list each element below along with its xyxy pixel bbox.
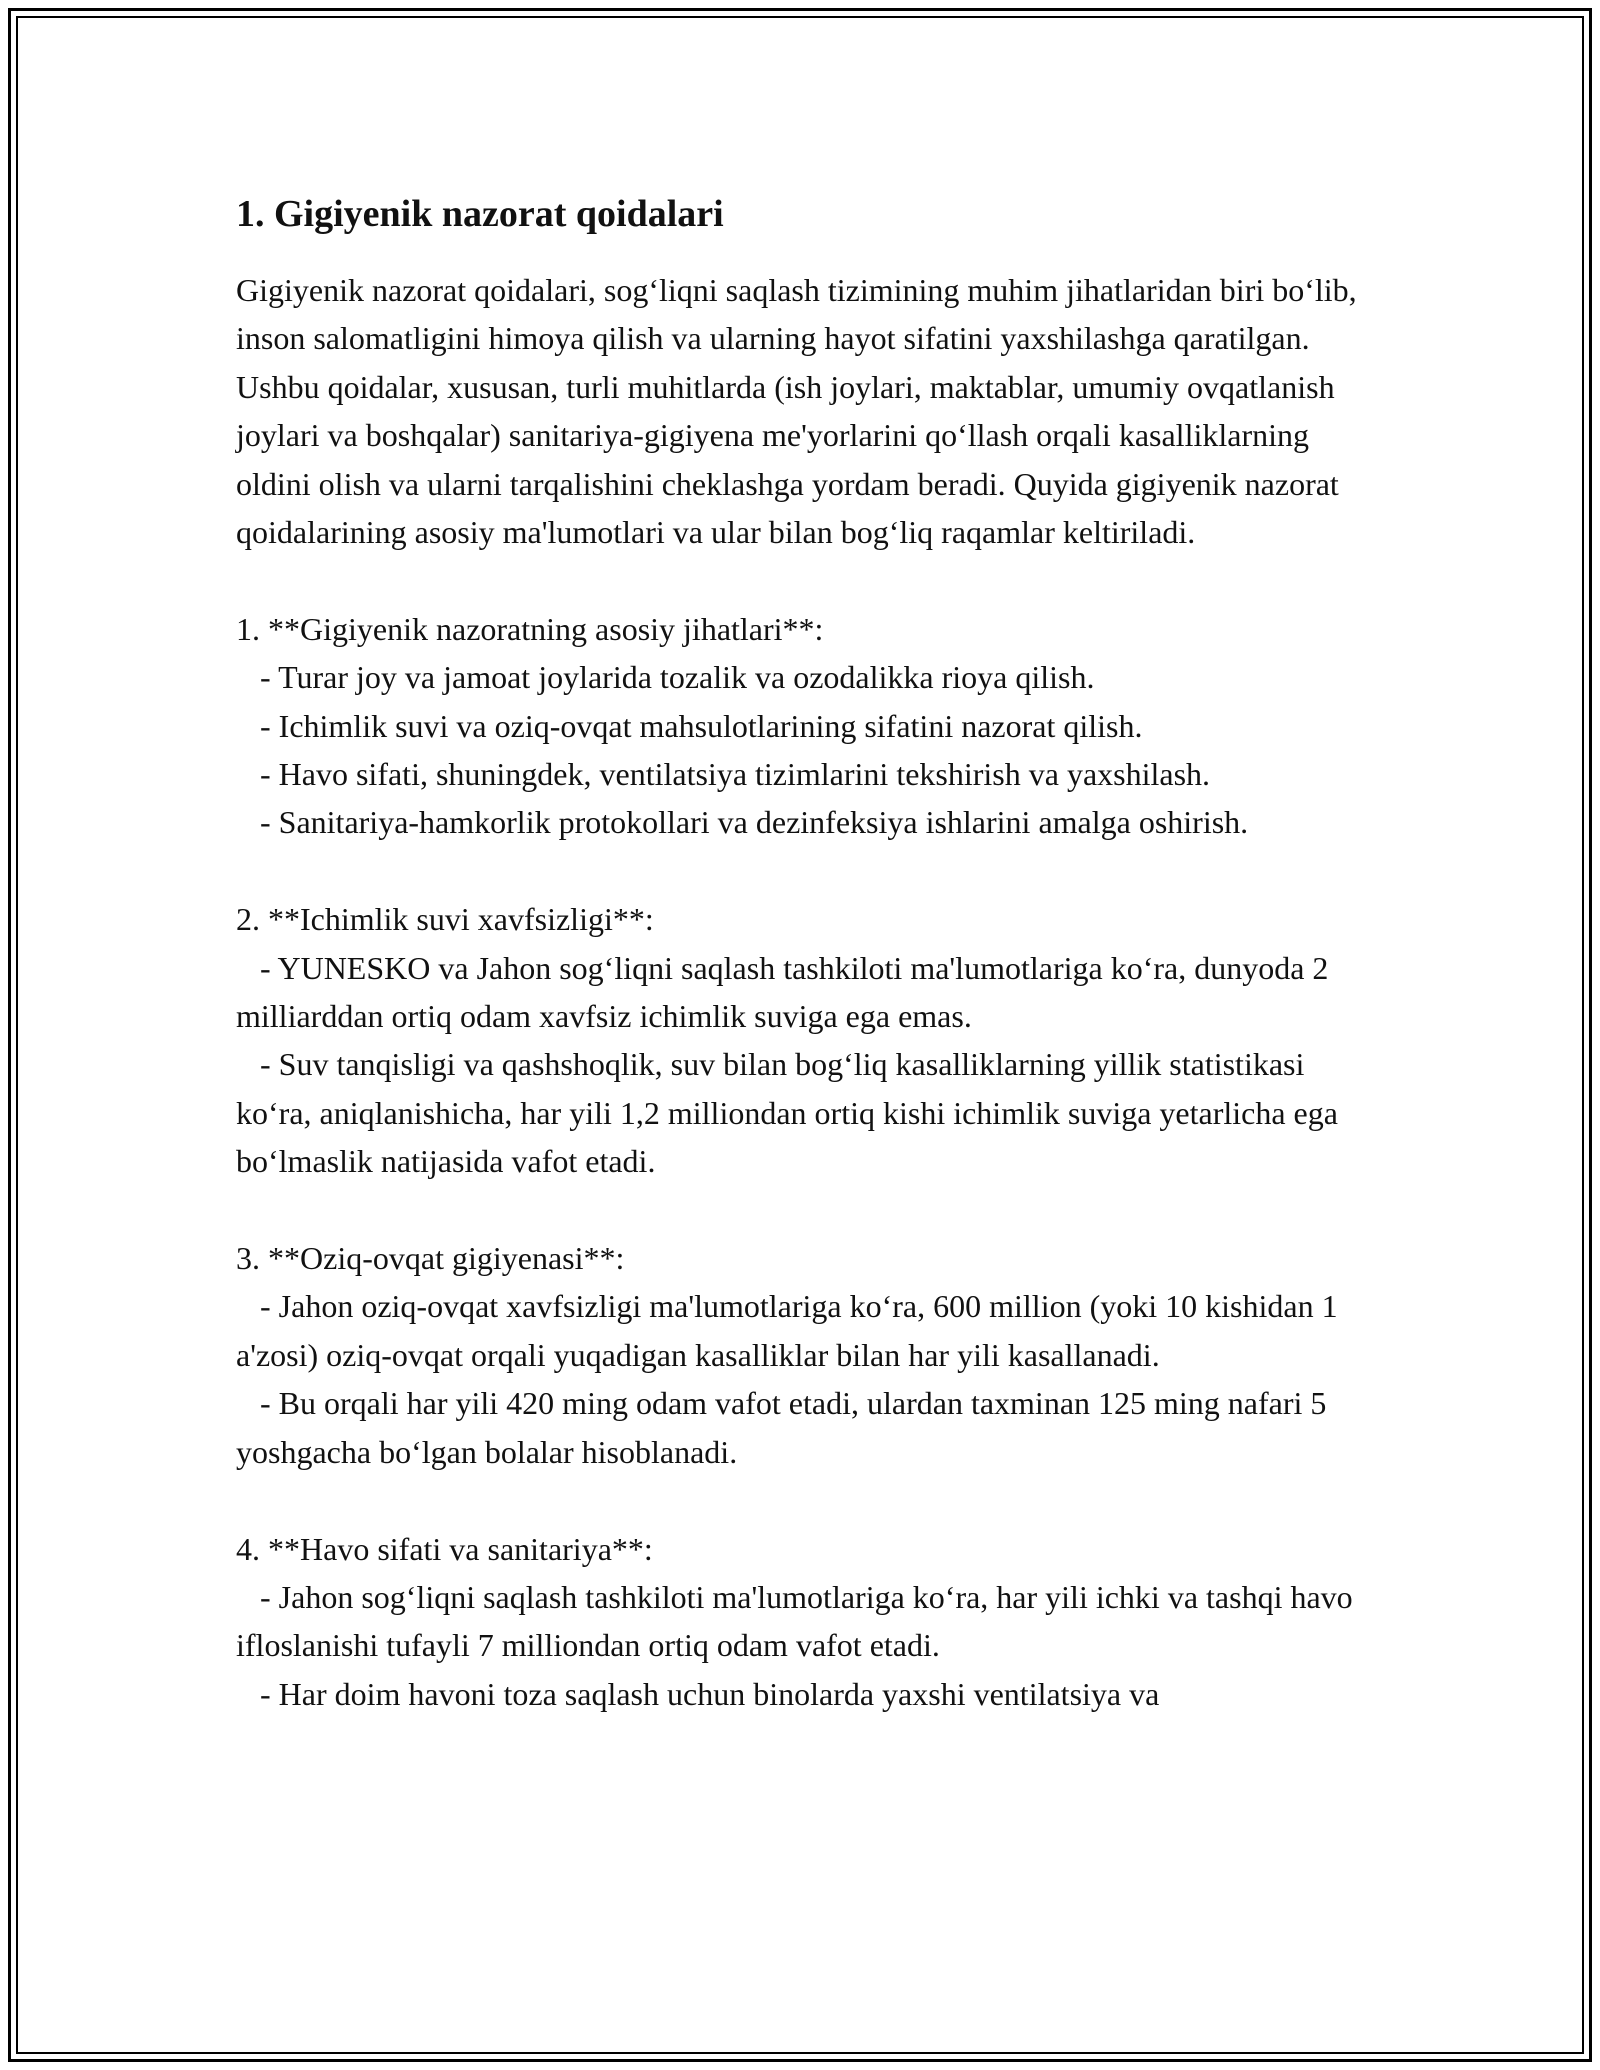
list-item: - Jahon oziq-ovqat xavfsizligi ma'lumotlariga ko‘ra, 600 million (yoki 10 kishidan 1 a'zosi) oziq-ovqat orqali yuqadigan kasalliklar bilan har yili kasallanadi. bbox=[236, 1288, 1346, 1373]
section-heading: 2. **Ichimlik suvi xavfsizligi**: bbox=[236, 901, 654, 938]
section-drinking-water bbox=[236, 895, 1386, 1185]
list-item: - Har doim havoni toza saqlash uchun binolarda yaxshi ventilatsiya va bbox=[236, 1675, 1160, 1712]
section-food-hygiene bbox=[236, 1234, 1386, 1476]
section-heading: 1. **Gigiyenik nazoratning asosiy jihatlari**: bbox=[236, 610, 824, 647]
section-heading: 4. **Havo sifati va sanitariya**: bbox=[236, 1530, 653, 1567]
list-item: - Bu orqali har yili 420 ming odam vafot etadi, ulardan taxminan 125 ming nafari 5 yoshgacha bo‘lgan bolalar hisoblanadi. bbox=[236, 1385, 1335, 1470]
section-air-quality bbox=[236, 1525, 1386, 1719]
list-item: - Havo sifati, shuningdek, ventilatsiya tizimlarini tekshirish va yaxshilash. bbox=[236, 756, 1211, 793]
list-item: - Ichimlik suvi va oziq-ovqat mahsulotlarining sifatini nazorat qilish. bbox=[236, 707, 1143, 744]
intro-paragraph: Gigiyenik nazorat qoidalari, sog‘liqni saqlash tizimining muhim jihatlaridan biri bo‘lib, inson salomatligini himoya qilish va ularning hayot sifatini yaxshilashga qaratilgan. Ushbu qoidalar, xususan, turli muhitlarda (ish joylari, maktablar, umumiy ovqatlanish joylari va boshqalar) sanitariya-gigiyena me'yorlarini qo‘llash orqali kasalliklarning oldini olish va ularni tarqalishini cheklashga yordam beradi. Quyida gigiyenik nazorat qoidalarining asosiy ma'lumotlari va ular bilan bog‘liq raqamlar keltiriladi. bbox=[236, 272, 1357, 551]
list-item: - YUNESKO va Jahon sog‘liqni saqlash tashkiloti ma'lumotlariga ko‘ra, dunyoda 2 milliarddan ortiq odam xavfsiz ichimlik suviga ega emas. bbox=[236, 949, 1337, 1035]
list-item: - Jahon sog‘liqni saqlash tashkiloti ma'lumotlariga ko‘ra, har yili ichki va tashqi havo ifloslanishi tufayli 7 milliondan ortiq odam vafot etadi. bbox=[236, 1578, 1361, 1664]
document-title: 1. Gigiyenik nazorat qoidalari bbox=[236, 193, 724, 235]
list-item: - Suv tanqisligi va qashshoqlik, suv bilan bog‘liq kasalliklarning yillik statistikasi ko‘ra, aniqlanishicha, har yili 1,2 milliondan ortiq kishi ichimlik suviga yetarlicha ega bo‘lmaslik natijasida vafot etadi. bbox=[236, 1046, 1346, 1180]
document-body bbox=[236, 188, 1386, 1718]
list-item: - Sanitariya-hamkorlik protokollari va dezinfeksiya ishlarini amalga oshirish. bbox=[236, 804, 1249, 841]
section-hygiene-aspects bbox=[236, 605, 1386, 847]
list-item: - Turar joy va jamoat joylarida tozalik va ozodalikka rioya qilish. bbox=[236, 659, 1095, 696]
section-heading: 3. **Oziq-ovqat gigiyenasi**: bbox=[236, 1240, 625, 1277]
